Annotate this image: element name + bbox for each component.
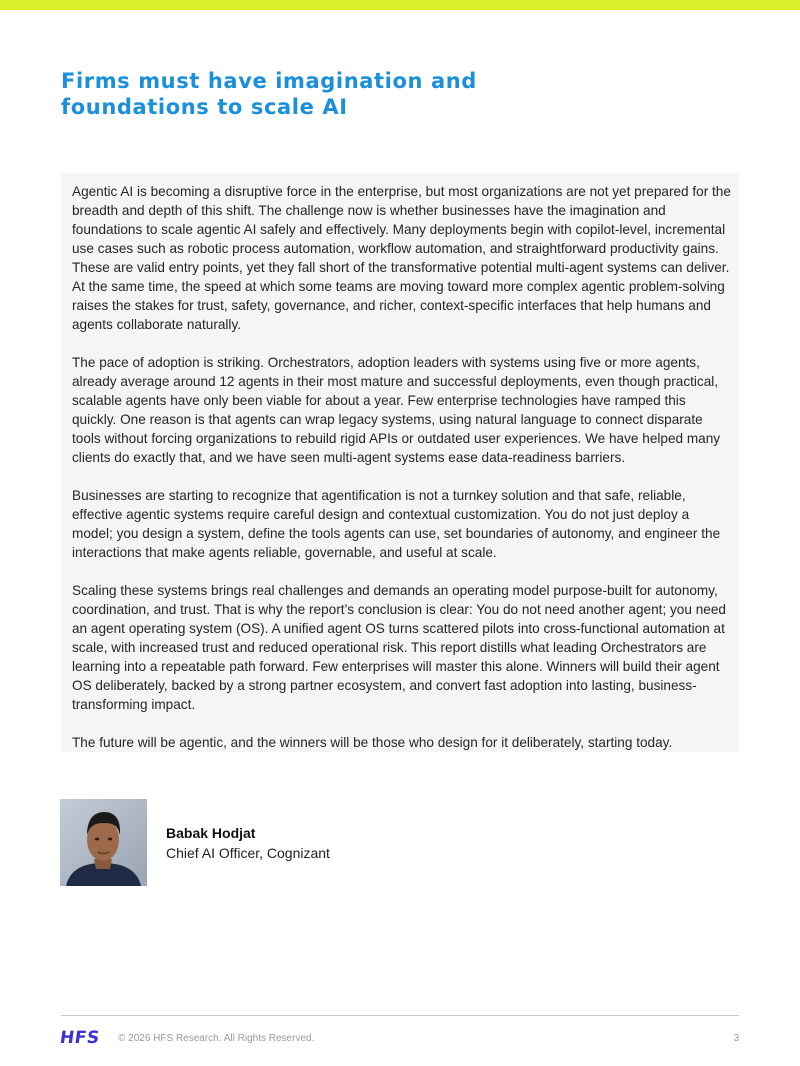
- footer-divider: [61, 1015, 739, 1016]
- author-photo: [60, 799, 147, 886]
- body-paragraph-3: Businesses are starting to recognize that agentification is not a turnkey solution and that safe, reliable, effective agentic systems require careful design and contextual customization. You do not just deploy a model; you design a system, define the tools agents can use, set boundaries of autonomy, and engineer the interactions that make agents reliable, governable, and useful at scale.: [72, 488, 721, 560]
- author-portrait-image: [60, 799, 147, 886]
- top-accent-bar: [0, 0, 800, 10]
- author-title: Chief AI Officer, Cognizant: [166, 845, 330, 861]
- page-title: Firms must have imagination and foundations to scale AI: [61, 69, 477, 119]
- page-number: 3: [733, 1033, 739, 1044]
- author-name: Babak Hodjat: [166, 825, 256, 841]
- body-paragraph-2: The pace of adoption is striking. Orchestrators, adoption leaders with systems using five or more agents, already average around 12 agents in their most mature and successful deployments, even though practical, scalable agents have only been viable for about a year. Few enterprise technologies have ramped this quickly. One reason is that agents can wrap legacy systems, using natural language to connect disparate tools without forcing organizations to rebuild rigid APIs or outdated user experiences. We have helped many clients do exactly that, and we have seen multi-agent systems ease data-readiness barriers.: [72, 355, 721, 465]
- copyright-notice: © 2026 HFS Research. All Rights Reserved.: [118, 1033, 315, 1044]
- hfs-logo: HFS: [58, 1028, 101, 1048]
- body-paragraph-5: The future will be agentic, and the winners will be those who design for it deliberately, starting today.: [72, 735, 673, 750]
- body-paragraph-1: Agentic AI is becoming a disruptive force in the enterprise, but most organizations are not yet prepared for the breadth and depth of this shift. The challenge now is whether businesses have the imagination and foundations to scale agentic AI safely and effectively. Many deployments begin with copilot-level, incremental use cases such as robotic process automation, workflow automation, and straightforward productivity gains. These are valid entry points, yet they fall short of the transformative potential multi-agent systems can deliver. At the same time, the speed at which some teams are moving toward more complex agentic problem-solving raises the stakes for trust, safety, governance, and richer, context-specific interfaces that help humans and agents collaborate naturally.: [72, 184, 731, 332]
- intro-text-panel: [61, 173, 739, 752]
- body-paragraph-4: Scaling these systems brings real challenges and demands an operating model purpose-built for autonomy, coordination, and trust. That is why the report’s conclusion is clear: You do not need another agent; you need an agent operating system (OS). A unified agent OS turns scattered pilots into cross-functional automation at scale, with increased trust and reduced operational risk. This report distills what leading Orchestrators are learning into a repeatable path forward. Few enterprises will master this alone. Winners will build their agent OS deliberately, backed by a strong partner ecosystem, and convert fast adoption into lasting, business-transforming impact.: [72, 583, 726, 712]
